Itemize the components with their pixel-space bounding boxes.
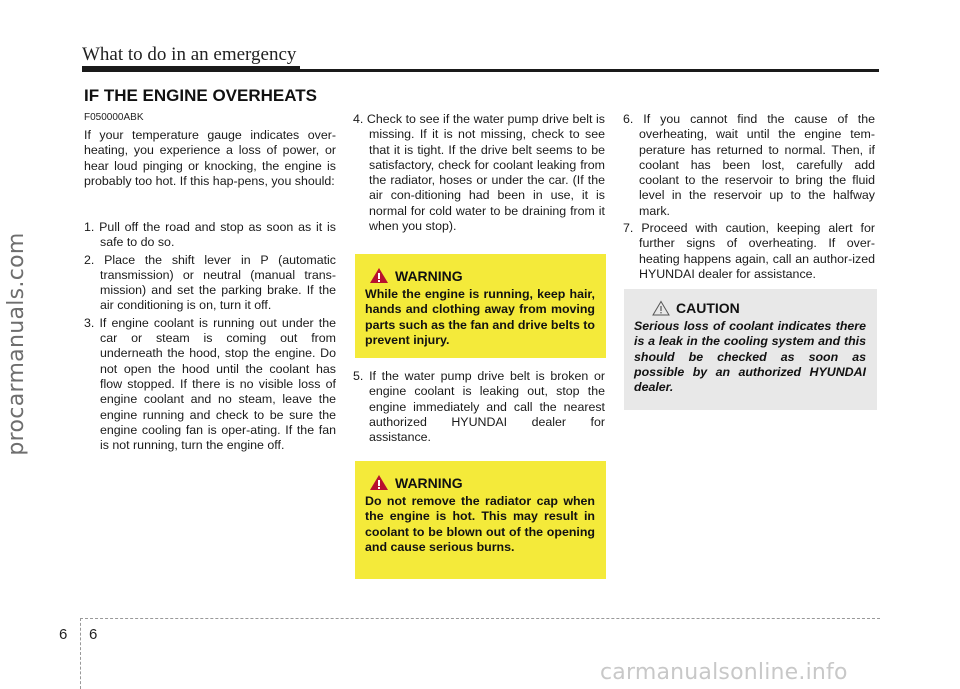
caution-triangle-icon — [652, 300, 670, 316]
step-item: 7. Proceed with caution, keeping alert for further signs of overheating. If over-heating happens again, call an author-ized HYUNDAI dealer for assistance. — [623, 221, 875, 281]
footer-rule — [80, 618, 880, 619]
warning-box-radiator — [355, 461, 606, 579]
warning-title: WARNING — [395, 474, 463, 491]
steps-column-2 — [353, 112, 605, 236]
steps-column-3 — [623, 112, 875, 284]
warning-text: While the engine is running, keep hair, hands and clothing away from moving parts such as the fan and drive belts to prevent injury. — [365, 287, 595, 347]
steps-column-2b — [353, 369, 605, 447]
step-item: 5. If the water pump drive belt is broken or engine coolant is leaking out, stop the engine immediately and call the nearest authorized HYUNDAI dealer for assistance. — [353, 369, 605, 445]
caution-title: CAUTION — [676, 300, 740, 316]
warning-triangle-icon — [369, 474, 389, 491]
section-heading: IF THE ENGINE OVERHEATS — [84, 86, 317, 105]
warning-text: Do not remove the radiator cap when the engine is hot. This may result in coolant to be blown out of the opening and cause serious burns. — [365, 494, 595, 554]
steps-column-1 — [84, 220, 336, 455]
bottom-watermark: carmanualsonline.info — [600, 660, 848, 685]
header-rule — [82, 69, 879, 72]
chapter-number: 6 — [59, 626, 68, 643]
warning-header — [369, 474, 595, 491]
chapter-title: What to do in an emergency — [82, 44, 297, 65]
caution-header — [652, 300, 866, 316]
intro-text: If your temperature gauge indicates over-heating, you experience a loss of power, or hear loud pinging or knocking, the engine is probably too hot. If this hap-pens, you should: — [84, 128, 336, 188]
caution-text: Serious loss of coolant indicates there is a leak in the cooling system and this should be checked as soon as possible by an authorized HYUNDAI dealer. — [634, 319, 866, 395]
step-item: 6. If you cannot find the cause of the overheating, wait until the engine tem-perature has returned to normal. Then, if coolant has been lost, carefully add coolant to the reservoir to bring the fluid level in the reservoir up to the halfway mark. — [623, 112, 875, 218]
footer-divider — [80, 618, 81, 689]
step-item: 1. Pull off the road and stop as soon as it is safe to do so. — [84, 220, 336, 250]
warning-title: WARNING — [395, 267, 463, 284]
step-item: 2. Place the shift lever in P (automatic transmission) or neutral (manual trans-mission) and set the parking brake. If the air conditioning is on, turn it off. — [84, 252, 336, 313]
intro-paragraph — [84, 128, 336, 189]
step-item: 3. If engine coolant is running out under the car or steam is coming out from underneath the hood, stop the engine. Do not open the hood until the coolant has flow stopped. If there is no visible loss of engine coolant and no steam, leave the engine running and check to be sure the engine cooling fan is oper-ating. If the fan is not running, turn the engine off. — [84, 315, 336, 453]
warning-box-fan — [355, 254, 606, 358]
page-number: 6 — [89, 626, 98, 643]
caution-box — [624, 289, 877, 410]
warning-header — [369, 267, 595, 284]
warning-triangle-icon — [369, 267, 389, 284]
section-code: F050000ABK — [84, 112, 144, 123]
side-watermark: procarmanuals.com — [4, 232, 29, 456]
step-item: 4. Check to see if the water pump drive belt is missing. If it is not missing, check to see that it is tight. If the drive belt seems to be satisfactory, check for coolant leaking from the radiator, hoses or under the car. (If the air con-ditioning had been in use, it is normal for cold water to be draining from it when you stop). — [353, 112, 605, 234]
